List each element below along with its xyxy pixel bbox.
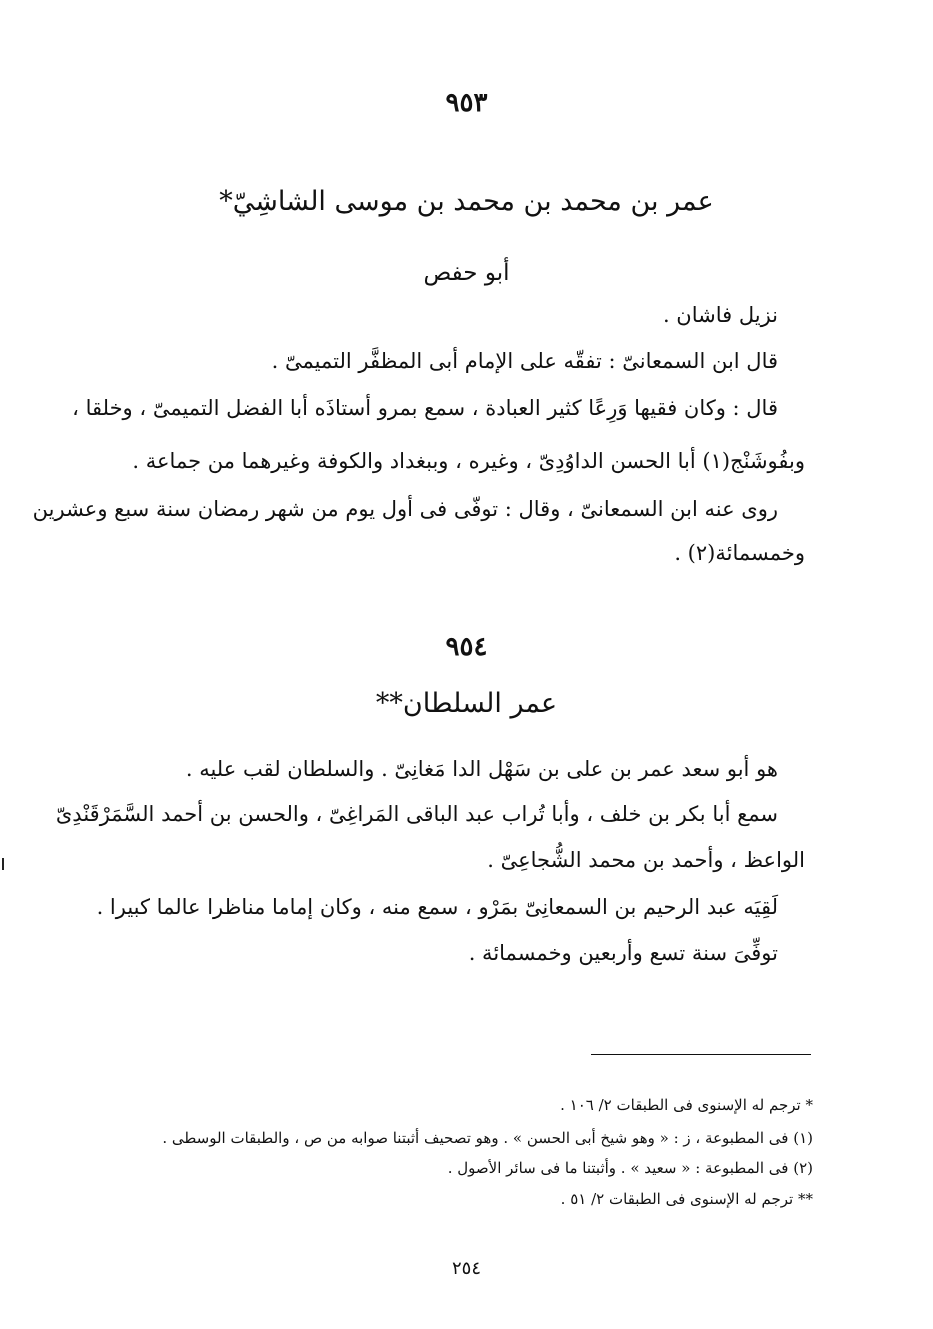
body-line: نزيل فاشان . — [662, 303, 778, 327]
footnote: ** ترجم له الإسنوى فى الطبقات ٢/ ٥١ . — [560, 1190, 813, 1208]
body-line: سمع أبا بكر بن خلف ، وأبا تُراب عبد الباقى المَراغِىّ ، والحسن بن أحمد السَّمَرْقَنْدِىّ — [55, 802, 778, 826]
footnote: * ترجم له الإسنوى فى الطبقات ٢/ ١٠٦ . — [560, 1096, 813, 1114]
entry-number: ٩٥٤ — [445, 632, 488, 662]
page-number: ٢٥٤ — [451, 1258, 481, 1279]
body-line: قال ابن السمعانىّ : تفقّه على الإمام أبى المظفَّر التميمىّ . — [271, 349, 778, 373]
entry-kunya: أبو حفص — [423, 260, 510, 286]
body-line: وبفُوشَنْج(١) أبا الحسن الداوُدِىّ ، وغيره ، وببغداد والكوفة وغيرهما من جماعة . — [132, 449, 805, 473]
entry-title: عمر بن محمد بن محمد بن موسى الشاشِيّ* — [219, 186, 714, 217]
body-line: لَقِيَه عبد الرحيم بن السمعانِىّ بمَرْو ، سمع منه ، وكان إماما مناظرا عالما كبيرا . — [96, 895, 778, 919]
body-line: هو أبو سعد عمر بن على بن سَهْل الدا مَغانِىّ . والسلطان لقب عليه . — [185, 757, 778, 781]
entry-number: ٩٥٣ — [445, 88, 488, 118]
body-line: روى عنه ابن السمعانىّ ، وقال : توفّى فى أول يوم من شهر رمضان سنة سبع وعشرين — [32, 497, 778, 521]
body-line: قال : وكان فقيها وَرِعًا كثير العبادة ، سمع بمرو أستاذَه أبا الفضل التميمىّ ، وخلقا ، — [72, 396, 778, 420]
footnote: (٢) فى المطبوعة : « سعيد » . وأثبتنا ما فى سائر الأصول . — [447, 1159, 813, 1177]
footnote-separator — [591, 1054, 811, 1055]
scan-edge-mark — [2, 858, 4, 870]
body-line: وخمسمائة(٢) . — [674, 541, 805, 565]
footnote: (١) فى المطبوعة ، ز : « وهو شيخ أبى الحسن » . وهو تصحيف أثبتنا صوابه من ص ، والطبقات الوسطى . — [162, 1129, 813, 1147]
body-line: توفِّىَ سنة تسع وأربعين وخمسمائة . — [468, 941, 778, 965]
body-line: الواعظ ، وأحمد بن محمد الشُّجاعِىّ . — [487, 848, 805, 872]
entry-title: عمر السلطان** — [375, 688, 558, 719]
